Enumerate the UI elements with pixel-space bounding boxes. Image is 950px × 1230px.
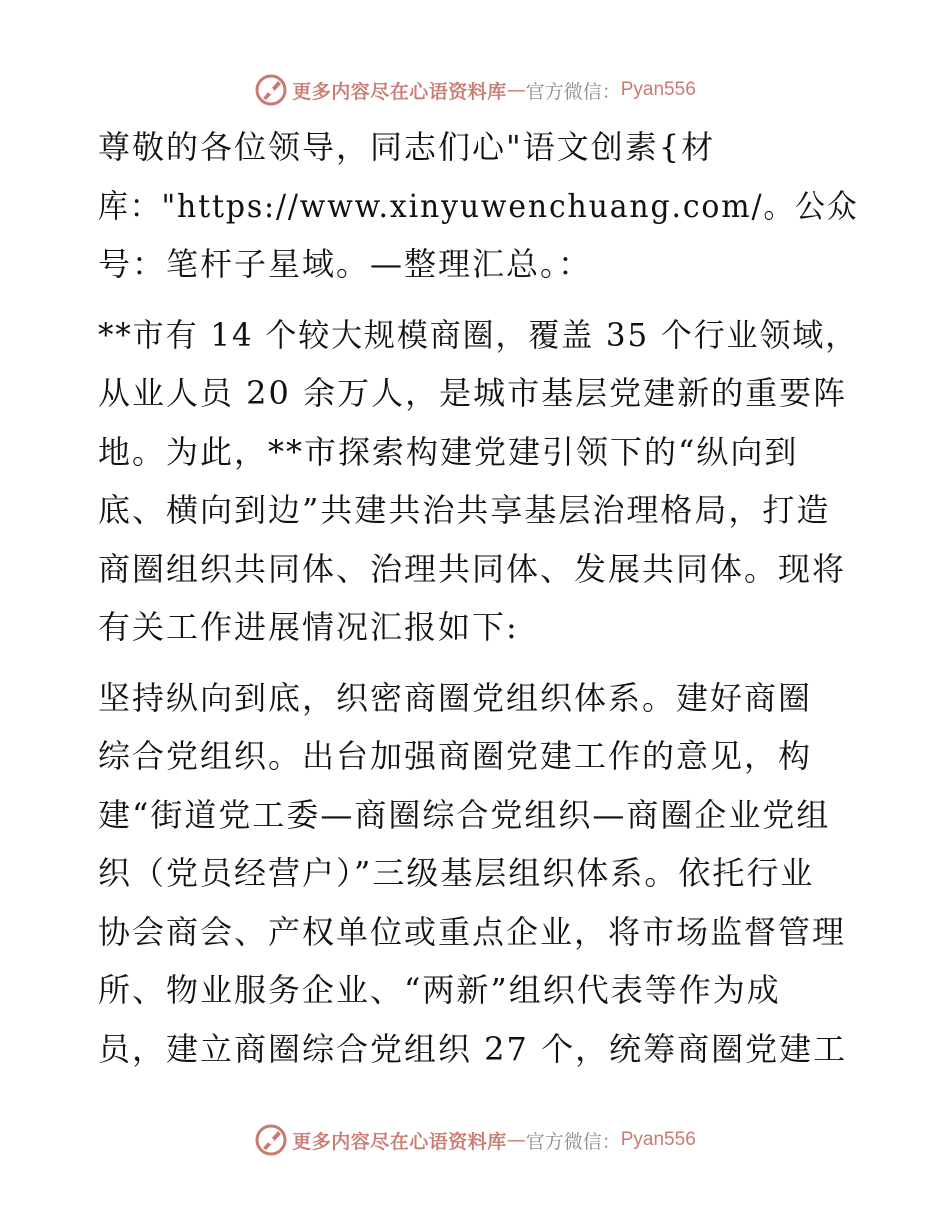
wechat-label: 官方微信： <box>525 1130 621 1153</box>
text-line: 坚持纵向到底，织密商圈党组织体系。建好商圈 <box>98 678 813 717</box>
text-line: 员，建立商圈综合党组织 27 个，统筹商圈党建工 <box>98 1029 848 1068</box>
wechat-label: 官方微信： <box>525 80 621 103</box>
text-line: 从业人员 20 余万人，是城市基层党建新的重要阵 <box>98 374 848 412</box>
text-line: 协会商会、产权单位或重点企业，将市场监督管理 <box>98 912 847 951</box>
text-line: 地。为此，**市探索构建党建引领下的“纵向到 <box>98 432 799 471</box>
text-line: 商圈组织共同体、治理共同体、发展共同体。现将 <box>98 549 847 588</box>
text-line: 织（党员经营户）”三级基层组织体系。依托行业 <box>98 854 815 892</box>
footer-banner <box>0 1120 950 1160</box>
quill-logo-icon <box>254 1123 288 1157</box>
paragraph-overview <box>98 306 858 657</box>
text-line: 建“街道党工委—商圈综合党组织—商圈企业党组 <box>98 795 831 834</box>
wechat-id: Pyan556 <box>620 79 696 100</box>
text-line: 综合党组织。出台加强商圈党建工作的意见，构 <box>98 737 813 775</box>
text-line: 有关工作进展情况汇报如下: <box>98 608 519 646</box>
paragraph-intro <box>98 118 858 294</box>
banner-text: 更多内容尽在心语资料库 <box>292 1130 507 1153</box>
text-line: **市有 14 个较大规模商圈，覆盖 35 个行业领域， <box>98 315 859 354</box>
quill-logo-icon <box>254 73 288 107</box>
header-banner <box>0 70 950 110</box>
text-line: 库："https://www.xinyuwenchuang.com/。公众 <box>98 186 859 225</box>
text-line: 号：笔杆子星域。—整理汇总。： <box>98 245 593 283</box>
banner-separator: — <box>506 79 526 101</box>
wechat-id: Pyan556 <box>620 1129 696 1150</box>
banner-text: 更多内容尽在心语资料库 <box>292 80 507 103</box>
document-body <box>98 118 858 1090</box>
paragraph-section-one <box>98 669 858 1079</box>
banner-separator: — <box>506 1129 526 1151</box>
text-line: 所、物业服务企业、“两新”组织代表等作为成 <box>98 971 781 1009</box>
text-line: 尊敬的各位领导，同志们心"语文创素{材 <box>98 128 716 166</box>
text-line: 底、横向到边”共建共治共享基层治理格局，打造 <box>98 491 831 529</box>
